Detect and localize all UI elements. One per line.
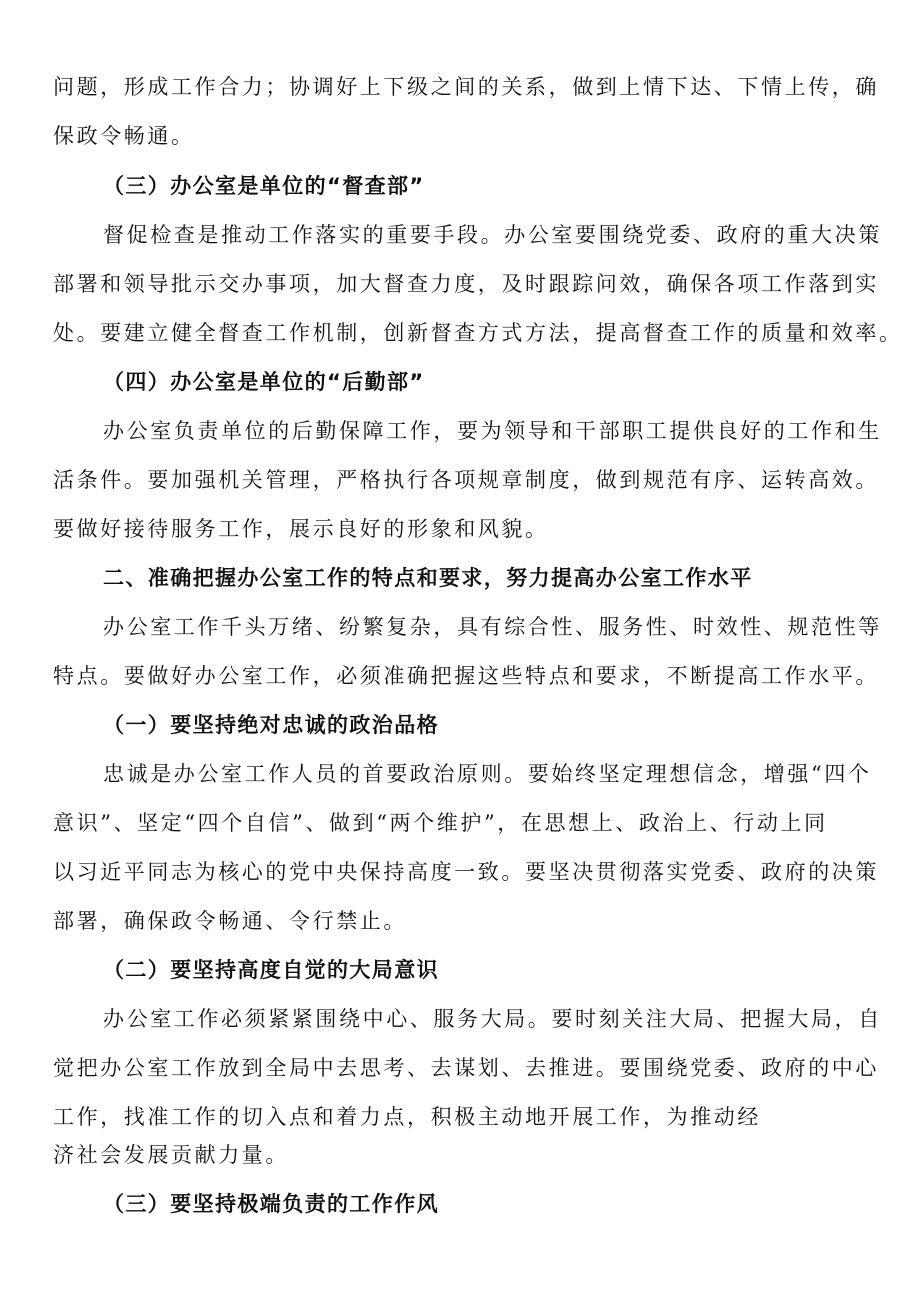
paragraph-line: 督促检查是推动工作落实的重要手段。办公室要围绕党委、政府的重大决策 xyxy=(103,223,882,247)
paragraph-line: 办公室负责单位的后勤保障工作，要为领导和干部职工提供良好的工作和生 xyxy=(103,419,882,443)
section-subheading: （一）要坚持绝对忠诚的政治品格 xyxy=(103,713,439,737)
paragraph-line: 觉把办公室工作放到全局中去思考、去谋划、去推进。要围绕党委、政府的中心 xyxy=(53,1056,879,1080)
paragraph-line: 办公室工作千头万绪、纷繁复杂，具有综合性、服务性、时效性、规范性等 xyxy=(103,615,882,639)
paragraph-line: 特点。要做好办公室工作，必须准确把握这些特点和要求，不断提高工作水平。 xyxy=(53,664,879,688)
paragraph-line: 活条件。要加强机关管理，严格执行各项规章制度，做到规范有序、运转高效。 xyxy=(53,468,879,492)
section-subheading: （三）办公室是单位的“督查部” xyxy=(103,174,425,198)
paragraph-line: 工作，找准工作的切入点和着力点，积极主动地开展工作，为推动经 xyxy=(53,1105,761,1129)
paragraph-line: 忠诚是办公室工作人员的首要政治原则。要始终坚定理想信念，增强“四个 xyxy=(103,762,872,786)
section-subheading: （三）要坚持极端负责的工作作风 xyxy=(103,1192,439,1216)
paragraph-line: 处。要建立健全督查工作机制，创新督查方式方法，提高督查工作的质量和效率。 xyxy=(53,321,903,345)
paragraph-line: 要做好接待服务工作，展示良好的形象和风貌。 xyxy=(53,517,549,541)
paragraph-line: 办公室工作必须紧紧围绕中心、服务大局。要时刻关注大局、把握大局，自 xyxy=(103,1007,882,1031)
section-heading: 二、准确把握办公室工作的特点和要求，努力提高办公室工作水平 xyxy=(103,566,753,590)
section-subheading: （二）要坚持高度自觉的大局意识 xyxy=(103,958,439,982)
paragraph-line: 问题，形成工作合力；协调好上下级之间的关系，做到上情下达、下情上传，确 xyxy=(53,75,879,99)
paragraph-line: 保政令畅通。 xyxy=(53,124,195,148)
paragraph-line: 意识”、坚定“四个自信”、做到“两个维护”，在思想上、政治上、行动上同 xyxy=(53,811,828,835)
section-subheading: （四）办公室是单位的“后勤部” xyxy=(103,370,425,394)
paragraph-line: 部署，确保政令畅通、令行禁止。 xyxy=(53,909,407,933)
paragraph-line: 以习近平同志为核心的党中央保持高度一致。要坚决贯彻落实党委、政府的决策 xyxy=(53,860,879,884)
paragraph-line: 部署和领导批示交办事项，加大督查力度，及时跟踪问效，确保各项工作落到实 xyxy=(53,272,879,296)
paragraph-line: 济社会发展贡献力量。 xyxy=(53,1143,289,1167)
